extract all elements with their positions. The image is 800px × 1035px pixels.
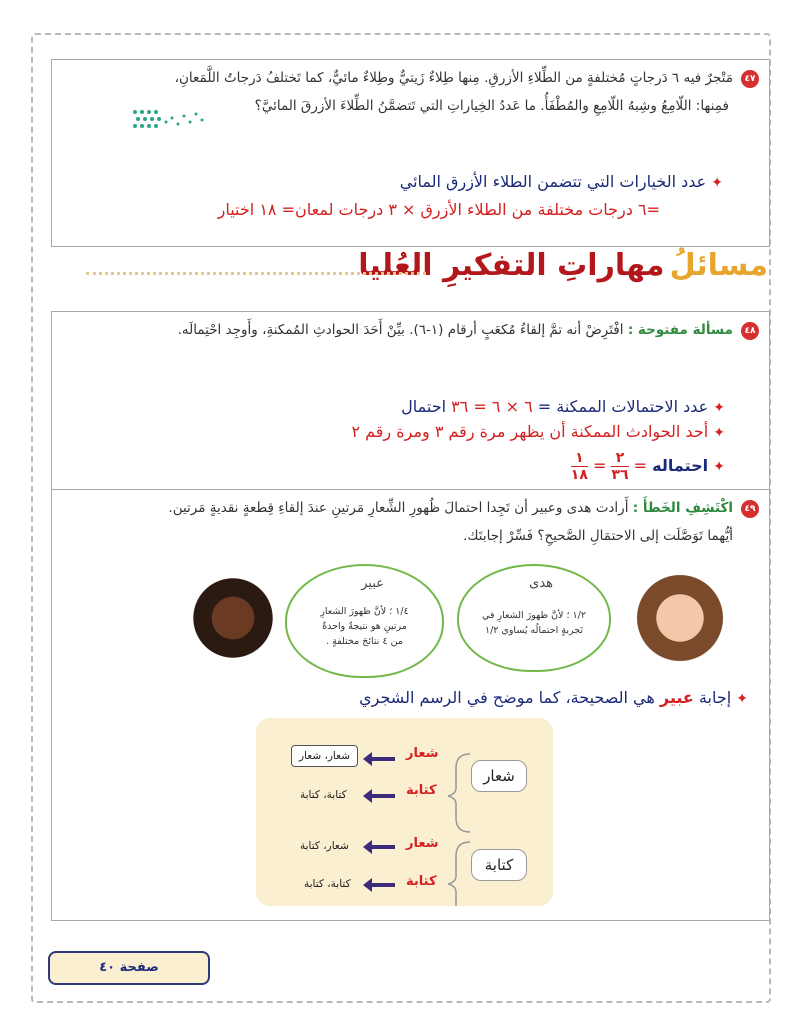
- problem-49-answer: ✦ إجابة عبير هي الصحيحة، كما موضح في الرسم الشجري: [359, 688, 748, 707]
- problem-text-line1: اكْتَشِفِ الخَطأَ : أَرادت هدى وعبير أن تَجِدا احتمالَ ظُهورِ الشِّعارِ مَرتينِ عندَ إلقاءِ قِطعةٍ نقديةٍ مَرتين.: [168, 500, 733, 516]
- problem-number-badge: ٤٨: [741, 322, 759, 340]
- section-heading: [358, 248, 768, 294]
- branch-tail: كتابة: [406, 783, 437, 798]
- fraction-2-36: $\frac{٢}{٣٦}$: [611, 450, 629, 483]
- star-bullet-icon: ✦: [736, 691, 748, 707]
- tree-root-tail: كتابة: [471, 849, 527, 881]
- huda-avatar: [635, 566, 725, 670]
- branch-tail: كتابة: [406, 874, 437, 889]
- fraction-1-18: $\frac{١}{١٨}$: [570, 450, 588, 483]
- answer-line-2: =٦ درجات مختلفة من الطلاء الأزرق × ٣ درجات لمعان= ١٨ اختيار: [217, 200, 660, 219]
- huda-name: هدى: [529, 576, 553, 591]
- problem-48-card: [51, 311, 770, 491]
- heading-accent: مسائلُ: [669, 248, 768, 283]
- problem-number-badge: ٤٧: [741, 70, 759, 88]
- problem-47-card: [51, 59, 770, 247]
- tree-diagram: [256, 718, 553, 906]
- huda-speech-bubble: [457, 564, 611, 672]
- outcome-tail-head: شعار، كتابة: [300, 840, 349, 852]
- arrow-left-icon: [371, 845, 395, 849]
- branch-head: شعار: [406, 746, 439, 761]
- star-bullet-icon: ✦: [713, 425, 725, 441]
- answer-line-3: ✦ احتماله = $\frac{٢}{٣٦}$ = $\frac{١}{١٨}$: [570, 450, 725, 483]
- arrow-left-icon: [371, 757, 395, 761]
- arrow-left-icon: [371, 883, 395, 887]
- star-bullet-icon: ✦: [713, 459, 725, 475]
- problem-text: مسألة مفتوحة : افْتَرِضْ أنه تمَّ إلقاءُ مُكعَبٍ أرقام (١-٦). بيِّنْ أَحَدَ الحوادثِ المُمكنةِ، وأَوجِد احْتِمالَه.: [177, 322, 733, 338]
- answer-line-1: ✦ عدد الاحتمالات الممكنة = ٦ × ٦ = ٣٦ احتمال: [401, 397, 725, 416]
- outcome-head-tail: كتابة، كتابة: [300, 789, 347, 801]
- star-bullet-icon: ✦: [711, 175, 723, 191]
- outcome-head-head: شعار، شعار: [291, 745, 358, 767]
- watermark-logo: [130, 102, 220, 132]
- heading-dotted-rule: [86, 272, 426, 275]
- arrow-left-icon: [371, 794, 395, 798]
- problem-number-badge: ٤٩: [741, 500, 759, 518]
- answer-line-1: ✦ عدد الخيارات التي تتضمن الطلاء الأزرق المائي: [399, 172, 723, 191]
- page-number-tag: صفحة ٤٠: [48, 951, 210, 985]
- abeer-name: عبير: [361, 576, 384, 591]
- abeer-reason: ١/٤ ؛ لأنَّ ظهورَ الشعارِ مرتينِ هو نتيجةٌ واحدةٌ من ٤ نتائجَ مختلفةٍ .: [320, 606, 409, 647]
- abeer-avatar: [193, 570, 273, 670]
- outcome-tail-tail: كتابة، كتابة: [304, 878, 351, 890]
- tree-brackets: [442, 738, 472, 908]
- huda-reason: ١/٢ ؛ لأنَّ ظهورَ الشعارِ في تَجربةٍ احتمالُه يُساوي ١/٢: [482, 610, 586, 636]
- problem-text-line2: أيُّهما تَوَصَّلَت إلى الاحتمَالِ الصَّحيحِ؟ فَسِّرْ إجابتَك.: [463, 528, 733, 544]
- tree-root-head: شعار: [471, 760, 527, 792]
- heading-title: مهاراتِ التفكيرِ العُليا: [358, 248, 665, 283]
- star-bullet-icon: ✦: [713, 400, 725, 416]
- branch-head: شعار: [406, 836, 439, 851]
- answer-line-2: ✦ أحد الحوادث الممكنة أن يظهر مرة رقم ٣ ومرة رقم ٢: [351, 422, 725, 441]
- problem-text-line2: فمِنها: اللّامِعُ وشِبهُ اللّامِعِ والمُطْفَأُ. ما عَددُ الخِياراتِ التي تَتضمَّنُ الطِّلاءَ الأزرقَ المائيَّ؟: [254, 98, 729, 114]
- abeer-speech-bubble: [285, 564, 444, 678]
- problem-text-line1: مَتْجرٌ فيه ٦ دَرجاتٍ مُختلفةٍ من الطِّلاءِ الأزرقِ. مِنها طِلاءٌ زَيتيٌّ وطِلاءٌ مائيٌّ، كما تَختلفُ دَرجاتُ اللَّمَعانِ،: [174, 70, 733, 86]
